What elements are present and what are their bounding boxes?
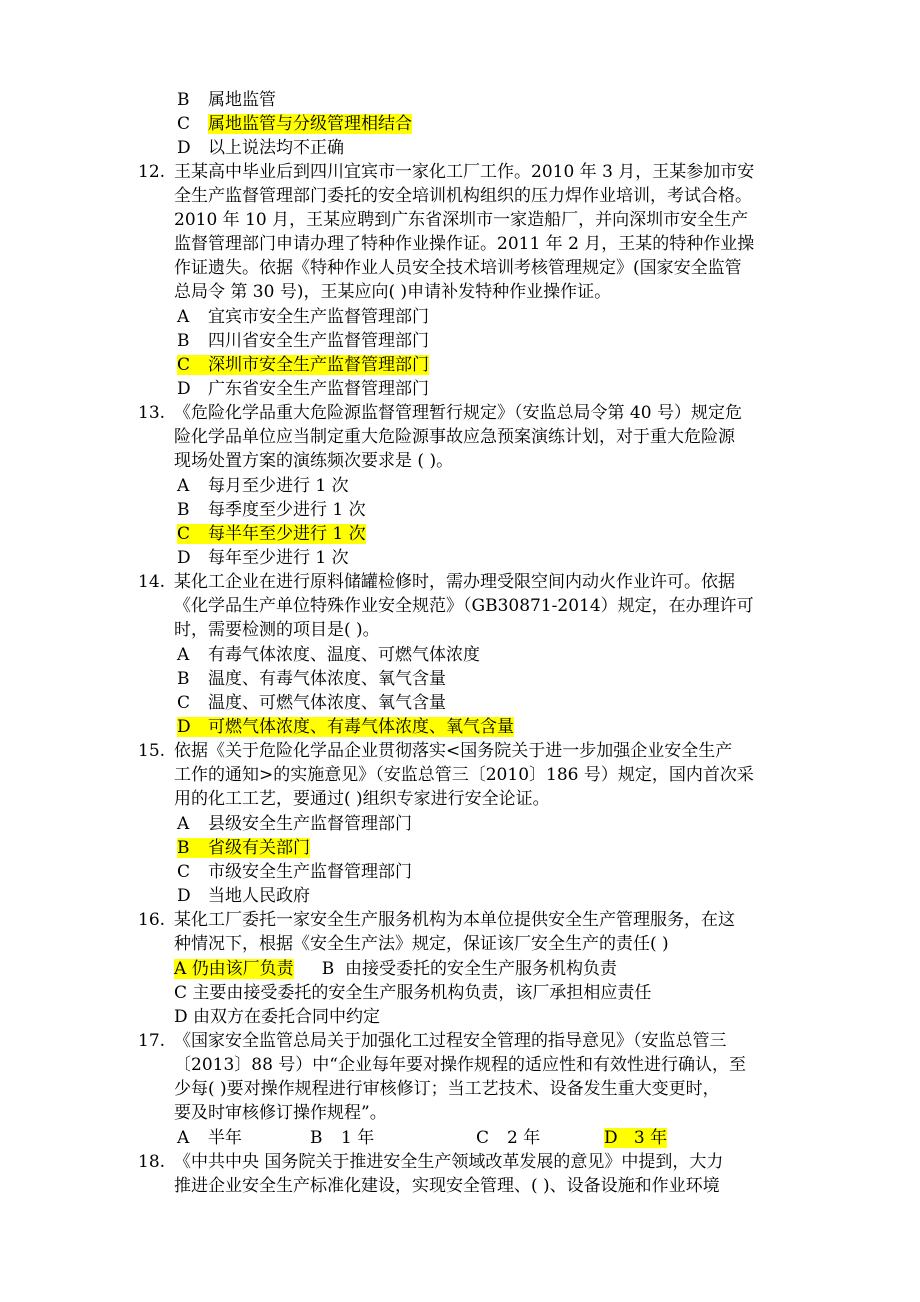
option-letter: B	[177, 669, 190, 689]
option-text: 温度、有毒气体浓度、氧气含量	[208, 669, 446, 689]
q15-line: 依据《关于危险化学品企业贯彻落实<国务院关于进一步加强企业安全生产	[174, 741, 733, 761]
option-letter: C	[177, 114, 191, 134]
option-text-highlighted: 深圳市安全生产监督管理部门	[208, 355, 429, 375]
option-text-highlighted: 3 年	[633, 1128, 668, 1148]
q16-option-c	[174, 981, 651, 1005]
q14-option-b	[177, 667, 446, 691]
option-letter: D	[604, 1128, 618, 1148]
option-letter: B	[177, 90, 190, 110]
q16-options-ab	[174, 957, 617, 981]
option-letter: B	[177, 331, 190, 351]
option-text: 由接受委托的安全生产服务机构负责	[345, 959, 617, 979]
option-text-highlighted: 属地监管与分级管理相结合	[208, 114, 412, 134]
q16-option-d	[174, 1005, 380, 1029]
option-letter: A	[177, 645, 190, 665]
q12-line: 2010 年 10 月，王某应聘到广东省深圳市一家造船厂，并向深圳市安全生产	[174, 210, 749, 230]
q15-option-a	[177, 812, 412, 836]
option-letter: A	[177, 814, 190, 834]
q11-option-c	[177, 112, 412, 136]
option-text-highlighted: 仍由该厂负责	[191, 959, 294, 979]
option-letter: C	[177, 524, 191, 544]
option-letter: C	[174, 983, 188, 1003]
option-letter: D	[177, 886, 191, 906]
option-text: 主要由接受委托的安全生产服务机构负责，该厂承担相应责任	[192, 983, 652, 1003]
option-letter: A	[174, 959, 187, 979]
option-text: 有毒气体浓度、温度、可燃气体浓度	[208, 645, 480, 665]
option-text: 以上说法均不正确	[208, 138, 344, 158]
option-letter: A	[177, 476, 190, 496]
q17-option-a	[177, 1126, 242, 1150]
q17-line: 少每( )要对操作规程进行审核修订；当工艺技术、设备发生重大变更时，	[174, 1079, 720, 1099]
q18-line: 《中共中央 国务院关于推进安全生产领域改革发展的意见》中提到，大力	[174, 1152, 724, 1172]
option-text: 当地人民政府	[208, 886, 310, 906]
q13-option-c	[177, 522, 366, 546]
q15-option-c	[177, 860, 412, 884]
q13-option-d	[177, 546, 349, 570]
q15-option-d	[177, 884, 310, 908]
q15-number: 15.	[138, 741, 166, 761]
q18-number: 18.	[138, 1152, 166, 1172]
option-letter: D	[177, 379, 191, 399]
q16-number: 16.	[138, 910, 166, 930]
q14-line: 《化学品生产单位特殊作业安全规范》（GB30871-2014）规定，在办理许可	[174, 596, 754, 616]
option-letter: D	[177, 138, 191, 158]
option-letter: B	[310, 1128, 323, 1148]
option-letter: D	[174, 1007, 188, 1027]
q13-line: 《危险化学品重大危险源监督管理暂行规定》（安监总局令第 40 号）规定危	[174, 403, 742, 423]
q15-line: 工作的通知>的实施意见》（安监总管三〔2010〕186 号）规定，国内首次采	[174, 765, 754, 785]
option-text-highlighted: 省级有关部门	[208, 838, 310, 858]
option-text: 每月至少进行 1 次	[208, 476, 349, 496]
q11-option-b	[177, 88, 276, 112]
q13-option-a	[177, 474, 349, 498]
q12-option-a	[177, 305, 429, 329]
q17-option-c	[476, 1126, 540, 1150]
option-text: 2 年	[507, 1128, 541, 1148]
q16-line: 种情况下，根据《安全生产法》规定，保证该厂安全生产的责任( )	[174, 934, 669, 954]
option-letter: D	[177, 717, 191, 737]
q11-option-d	[177, 136, 344, 160]
option-letter: A	[177, 307, 190, 327]
option-letter: C	[177, 693, 191, 713]
q13-line: 险化学品单位应当制定重大危险源事故应急预案演练计划，对于重大危险源	[174, 427, 735, 447]
q14-option-c	[177, 691, 446, 715]
q12-line: 监督管理部门申请办理了特种作业操作证。2011 年 2 月，王某的特种作业操	[174, 234, 755, 254]
option-text: 属地监管	[208, 90, 276, 110]
q13-option-b	[177, 498, 366, 522]
option-text: 温度、可燃气体浓度、氧气含量	[208, 693, 446, 713]
q14-option-d	[177, 715, 514, 739]
q13-line: 现场处置方案的演练频次要求是 ( )。	[174, 451, 454, 471]
option-letter: C	[177, 355, 191, 375]
option-text: 1 年	[341, 1128, 375, 1148]
q15-line: 用的化工工艺，要通过( )组织专家进行安全论证。	[174, 789, 550, 809]
q12-option-d	[177, 377, 429, 401]
q17-line: 〔2013〕88 号）中“企业每年要对操作规程的适应性和有效性进行确认，至	[174, 1055, 746, 1075]
option-letter: C	[476, 1128, 490, 1148]
option-text: 由双方在委托合同中约定	[193, 1007, 381, 1027]
q14-line: 时，需要检测的项目是( )。	[174, 620, 380, 640]
option-text-highlighted: 可燃气体浓度、有毒气体浓度、氧气含量	[208, 717, 514, 737]
q17-number: 17.	[138, 1031, 166, 1051]
q12-line: 作证遗失。依据《特种作业人员安全技术培训考核管理规定》(国家安全监管	[174, 258, 742, 278]
q14-option-a	[177, 643, 480, 667]
option-letter: A	[177, 1128, 190, 1148]
q17-line: 《国家安全监管总局关于加强化工过程安全管理的指导意见》（安监总管三	[174, 1031, 727, 1051]
option-text: 四川省安全生产监督管理部门	[208, 331, 429, 351]
option-text: 县级安全生产监督管理部门	[208, 814, 412, 834]
q16-line: 某化工厂委托一家安全生产服务机构为本单位提供安全生产管理服务，在这	[174, 910, 735, 930]
q12-line: 总局令 第 30 号)，王某应向( )申请补发特种作业操作证。	[174, 282, 612, 302]
q12-line: 全生产监督管理部门委托的安全培训机构组织的压力焊作业培训，考试合格。	[174, 186, 752, 206]
q17-option-d	[604, 1126, 667, 1150]
option-letter: C	[177, 862, 191, 882]
q12-option-c	[177, 353, 429, 377]
q12-line: 王某高中毕业后到四川宜宾市一家化工厂工作。2010 年 3 月，王某参加市安	[174, 162, 755, 182]
option-text: 广东省安全生产监督管理部门	[208, 379, 429, 399]
q12-number: 12.	[138, 162, 166, 182]
option-letter: B	[177, 500, 190, 520]
option-letter: B	[177, 838, 190, 858]
option-text: 市级安全生产监督管理部门	[208, 862, 412, 882]
option-text: 宜宾市安全生产监督管理部门	[208, 307, 429, 327]
option-text: 每季度至少进行 1 次	[208, 500, 366, 520]
option-letter: D	[177, 548, 191, 568]
q15-option-b	[177, 836, 310, 860]
option-text-highlighted: 每半年至少进行 1 次	[208, 524, 366, 544]
q14-number: 14.	[138, 572, 166, 592]
option-text: 每年至少进行 1 次	[208, 548, 349, 568]
option-letter: B	[321, 959, 335, 979]
q12-option-b	[177, 329, 429, 353]
q13-number: 13.	[138, 403, 166, 423]
q18-line: 推进企业安全生产标准化建设，实现安全管理、( )、设备设施和作业环境	[174, 1176, 720, 1196]
q14-line: 某化工企业在进行原料储罐检修时，需办理受限空间内动火作业许可。依据	[174, 572, 735, 592]
q17-line: 要及时审核修订操作规程”。	[174, 1103, 387, 1123]
q17-option-b	[310, 1126, 374, 1150]
option-text: 半年	[208, 1128, 242, 1148]
